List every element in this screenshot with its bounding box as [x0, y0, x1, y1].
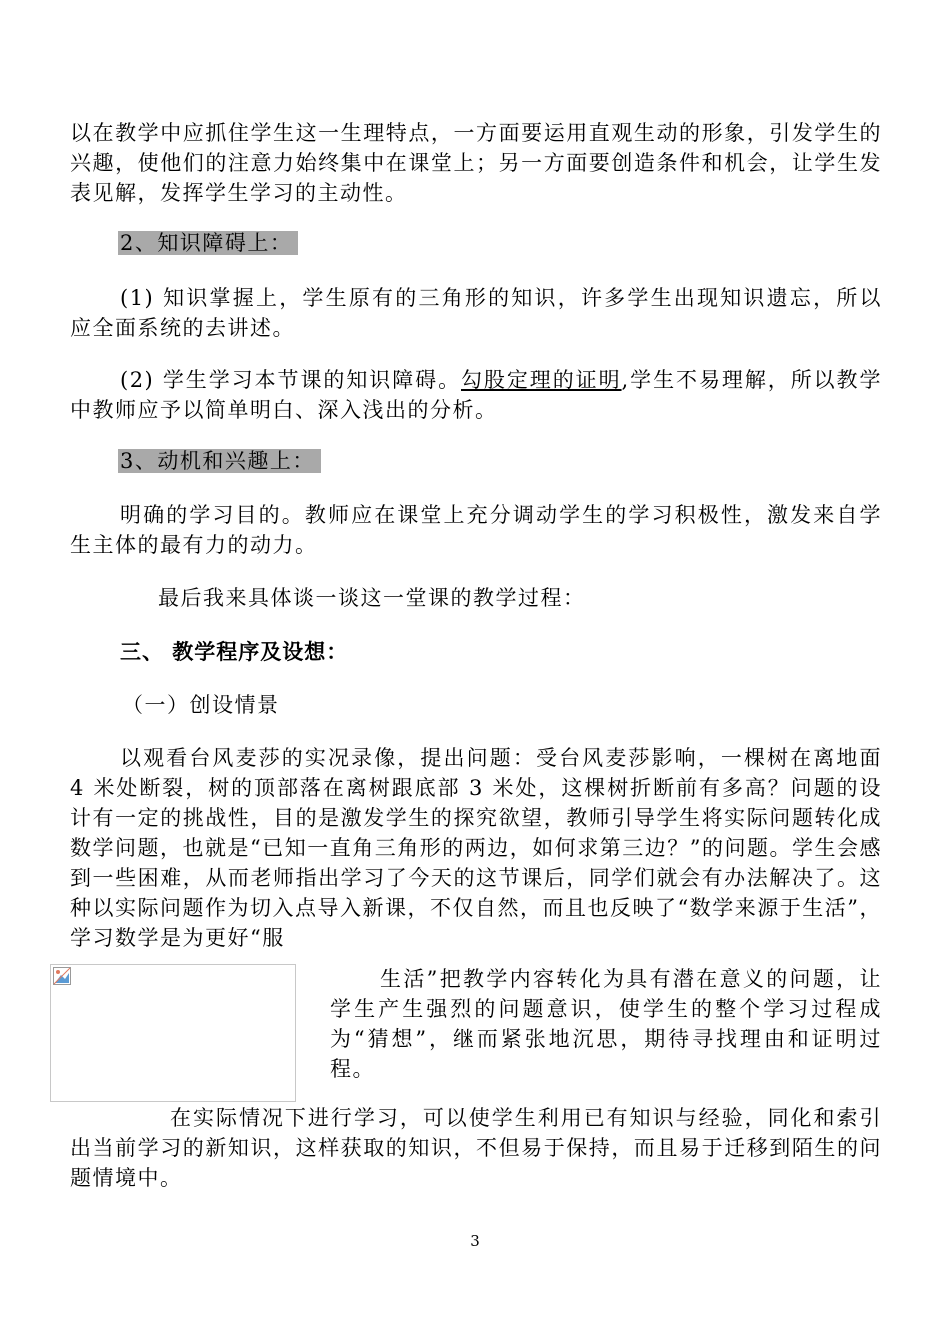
highlighted-heading: 2、知识障碍上：: [118, 231, 298, 255]
section-heading-teaching-procedure: 三、 教学程序及设想：: [120, 639, 349, 664]
heading-motivation: [118, 446, 321, 476]
broken-image-icon: [53, 967, 71, 985]
underlined-phrase: 勾股定理的证明: [461, 368, 622, 392]
paragraph-scenario: 以观看台风麦莎的实况录像，提出问题：受台风麦莎影响，一棵树在离地面 4 米处断裂，树的顶部落在离树跟底部 3 米处，这棵树折断前有多高？问题的设计有一定的挑战性，目的是激发学生的探究欲望，教师引导学生将实际问题转化成数学问题，也就是“已知一直角三角形的两边，如何求第三边？”的问题。学生会感到一些困难，从而老师指出学习了今天的这节课后，同学们就会有办法解决了。这种以实际问题作为切入点导入新课，不仅自然，而且也反映了“数学来源于生活”，学习数学是为更好“服: [70, 746, 882, 950]
page-number: 3: [470, 1232, 480, 1250]
paragraph-intro: 以在教学中应抓住学生这一生理特点，一方面要运用直观生动的形象，引发学生的兴趣，使他们的注意力始终集中在课堂上；另一方面要创造条件和机会，让学生发表见解，发挥学生学习的主动性。: [70, 121, 882, 205]
obstacle-text-a: (2) 学生学习本节课的知识障碍。: [120, 368, 461, 392]
obstacle-text-b: ,学生不易理解，所以教学中教师应予以简单明白、深入浅出的分析。: [70, 368, 882, 422]
paragraph-learning-obstacle: [70, 365, 882, 425]
paragraph-motivation: 明确的学习目的。教师应在课堂上充分调动学生的学习积极性，激发来自学生主体的最有力的动力。: [70, 503, 882, 557]
subsection-heading-scenario: （一）创设情景: [122, 693, 280, 717]
image-placeholder: [50, 964, 296, 1102]
paragraph-wrapped-beside-image: 生活”把教学内容转化为具有潜在意义的问题，让学生产生强烈的问题意识，使学生的整个学习过程成为“猜想”，继而紧张地沉思，期待寻找理由和证明过程。: [330, 967, 882, 1081]
paragraph-transition: 最后我来具体谈一谈这一堂课的教学过程：: [158, 586, 586, 610]
highlighted-heading: 3、动机和兴趣上：: [118, 449, 321, 473]
paragraph-knowledge-mastery: (1) 知识掌握上，学生原有的三角形的知识，许多学生出现知识遗忘，所以应全面系统的去讲述。: [70, 286, 882, 340]
paragraph-real-situation: 在实际情况下进行学习，可以使学生利用已有知识与经验，同化和索引出当前学习的新知识，这样获取的知识，不但易于保持，而且易于迁移到陌生的问题情境中。: [70, 1106, 882, 1190]
heading-knowledge-obstacles: [118, 228, 298, 258]
